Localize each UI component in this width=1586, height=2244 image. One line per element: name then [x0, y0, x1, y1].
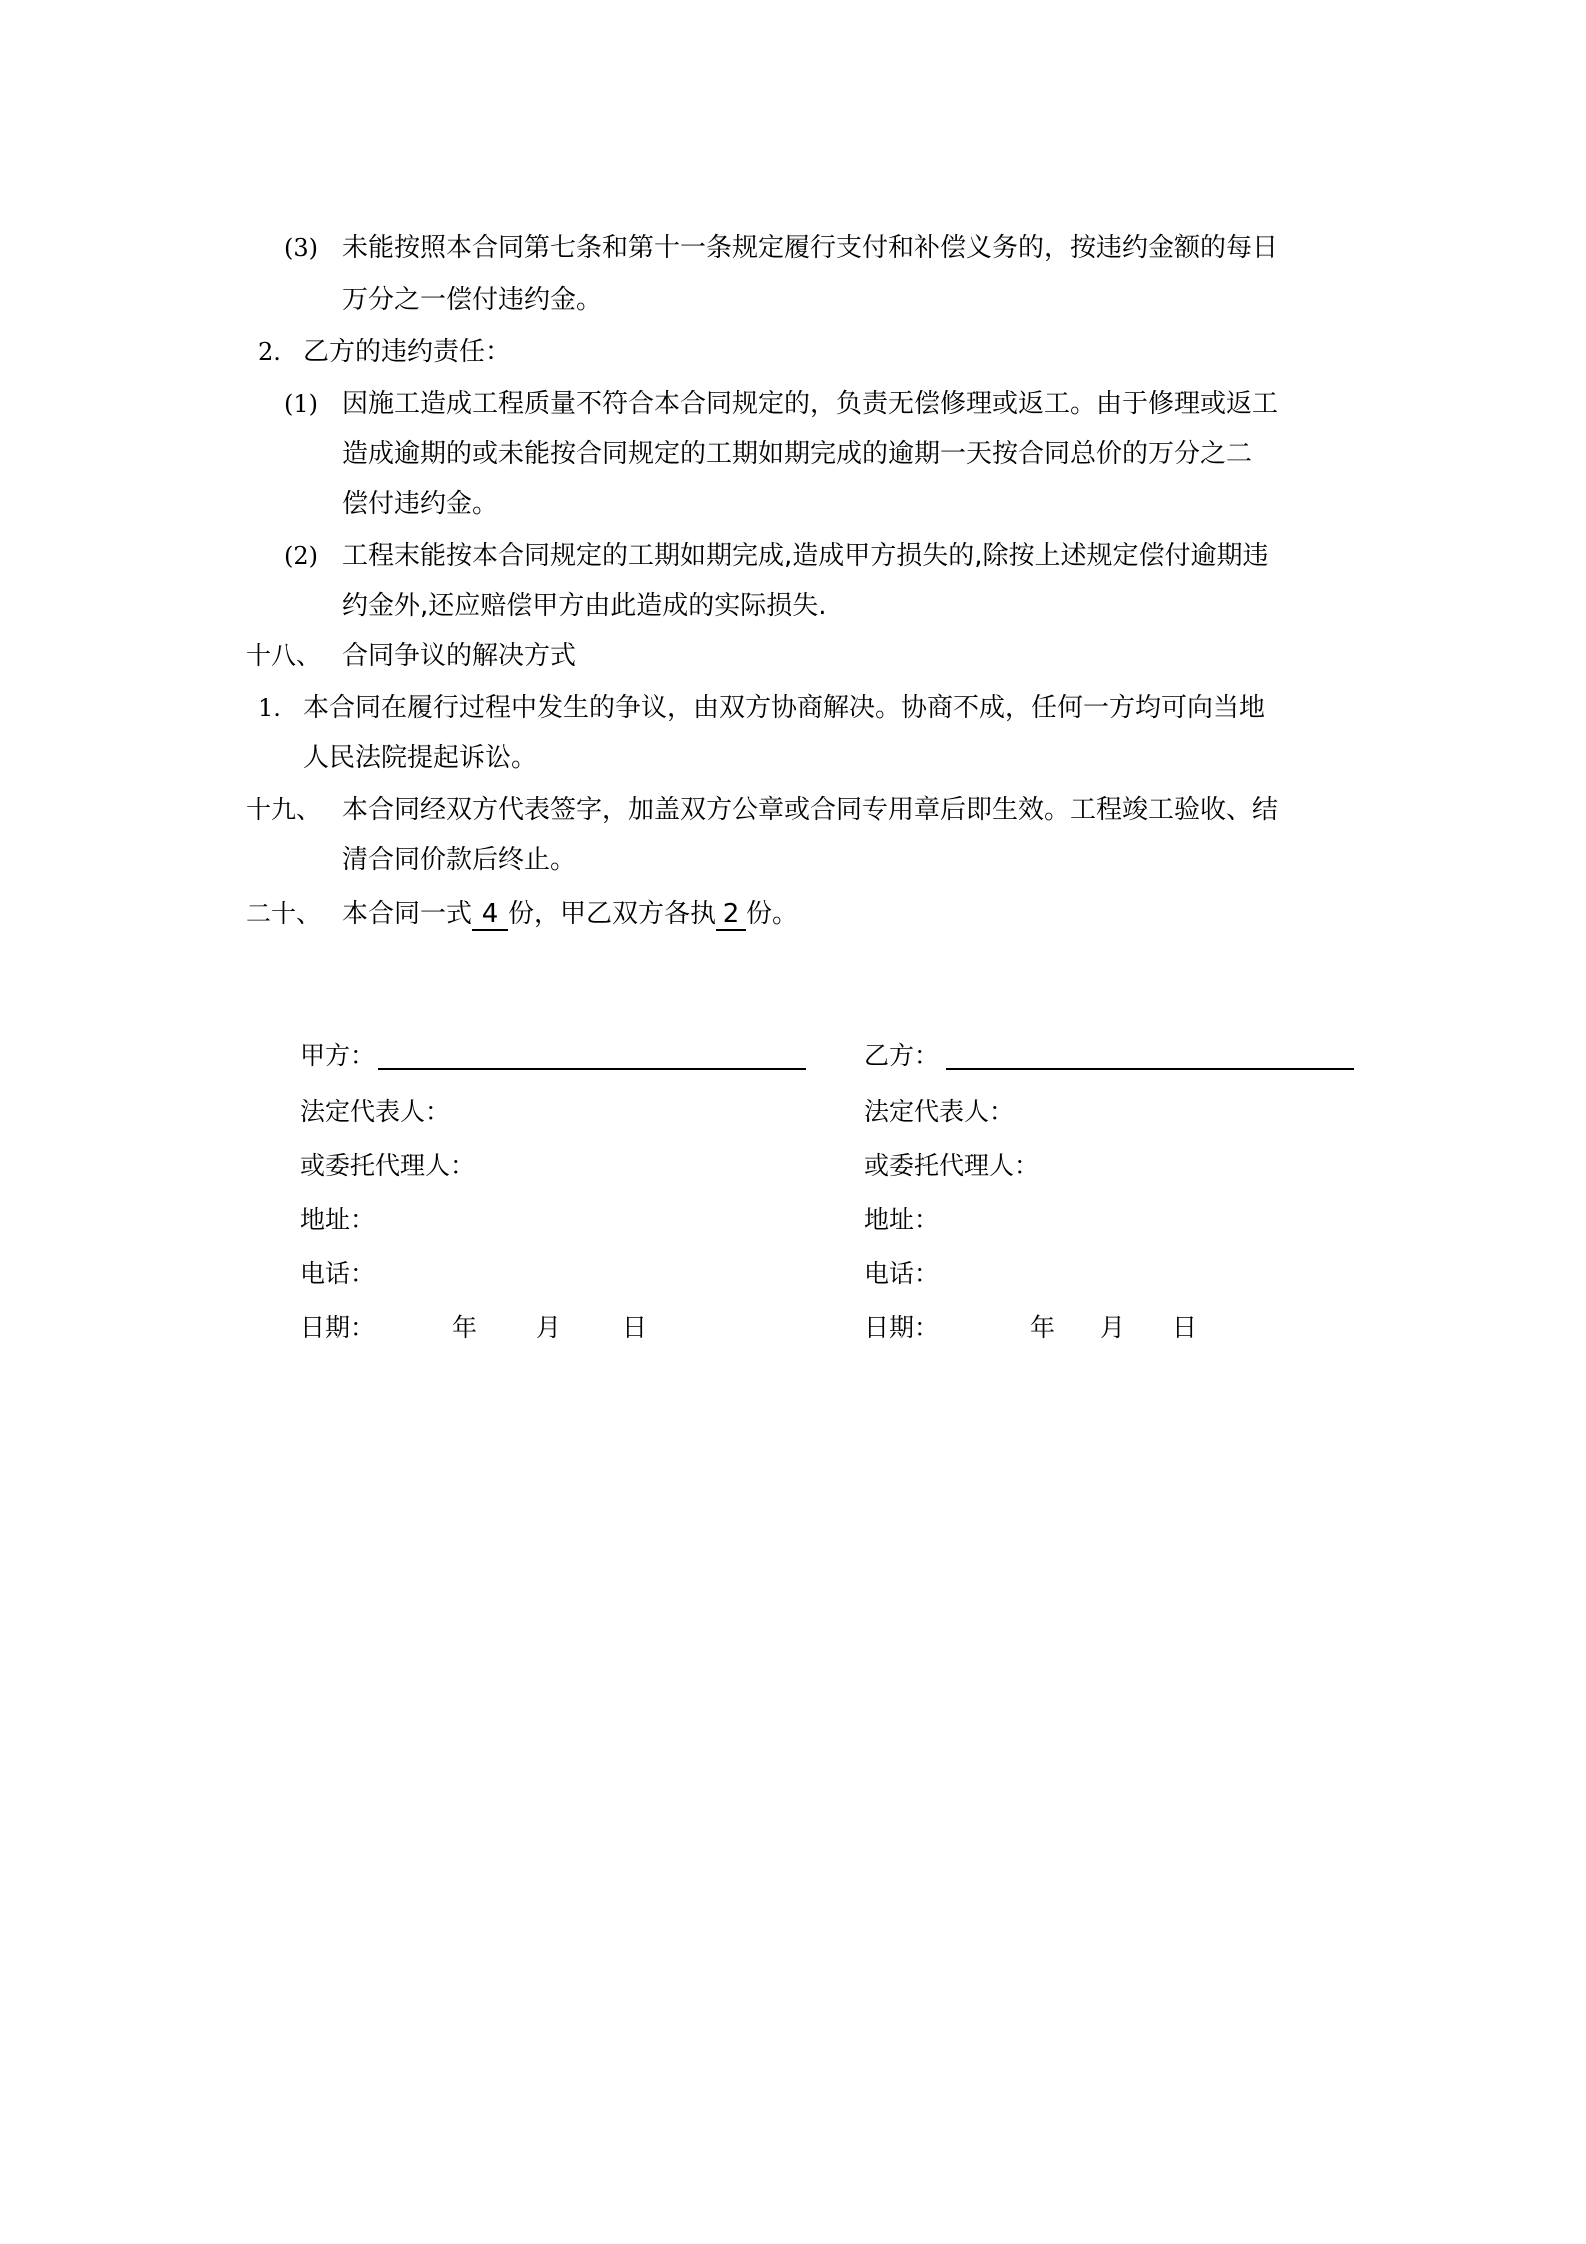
party-a-date-label: 日期：: [300, 1313, 376, 1342]
section-b2-title: 乙方的违约责任：: [303, 337, 512, 367]
item-b2-1-line2: 造成逾期的或未能按合同规定的工期如期完成的逾期一天按合同总价的万分之二: [342, 439, 1253, 469]
item-b2-2-line1: 工程末能按本合同规定的工期如期完成,造成甲方损失的,除按上述规定偿付逾期违: [342, 541, 1269, 571]
party-b-agent-label: 或委托代理人：: [864, 1151, 1040, 1180]
article-20-text: [342, 896, 798, 932]
article-18-item1-number: 1.: [258, 694, 281, 722]
article-18-item1-line1: 本合同在履行过程中发生的争议，由双方协商解决。协商不成，任何一方均可向当地: [303, 693, 1266, 723]
party-a-day-label: 日: [622, 1313, 648, 1342]
article-19-line2: 清合同价款后终止。: [342, 845, 577, 875]
item3-line1: 未能按照本合同第七条和第十一条规定履行支付和补偿义务的，按违约金额的每日: [342, 233, 1279, 263]
party-b-address-label: 地址：: [864, 1205, 940, 1234]
party-b-month-label: 月: [1100, 1313, 1126, 1342]
article-18-item1-line2: 人民法院提起诉讼。: [303, 743, 538, 773]
party-b-year-label: 年: [1030, 1313, 1056, 1342]
party-b-label: 乙方：: [864, 1041, 940, 1070]
party-a-agent-label: 或委托代理人：: [300, 1151, 476, 1180]
party-b-legal-rep-label: 法定代表人：: [864, 1097, 1015, 1126]
item-b2-1-line1: 因施工造成工程质量不符合本合同规定的，负责无偿修理或返工。由于修理或返工: [342, 389, 1279, 419]
section-b2-number: 2.: [258, 338, 281, 366]
copies-each-value: 2: [716, 899, 746, 931]
article-19-line1: 本合同经双方代表签字，加盖双方公章或合同专用章后即生效。工程竣工验收、结: [342, 795, 1279, 825]
item-b2-1-line3: 偿付违约金。: [342, 489, 499, 519]
copies-total-value: 4: [472, 899, 508, 931]
item3-number: (3): [284, 234, 318, 262]
article-20-number: 二十、: [246, 899, 322, 928]
party-a-phone-label: 电话：: [300, 1259, 376, 1288]
party-a-year-label: 年: [452, 1313, 478, 1342]
article-19-number: 十九、: [246, 795, 322, 824]
party-b-phone-label: 电话：: [864, 1259, 940, 1288]
article-20-text-a: 本合同一式: [342, 899, 473, 929]
article-20-text-b: 份，甲乙双方各执: [508, 899, 717, 929]
party-a-label: 甲方：: [300, 1041, 376, 1070]
item-b2-2-line2: 约金外,还应赔偿甲方由此造成的实际损失.: [342, 591, 827, 621]
party-a-address-label: 地址：: [300, 1205, 376, 1234]
party-a-legal-rep-label: 法定代表人：: [300, 1097, 451, 1126]
party-a-signature-line: [378, 1068, 806, 1070]
article-20-text-c: 份。: [746, 899, 799, 929]
item-b2-1-number: (1): [284, 390, 318, 418]
article-18-number: 十八、: [246, 641, 322, 670]
item-b2-2-number: (2): [284, 542, 318, 570]
party-b-day-label: 日: [1172, 1313, 1198, 1342]
party-b-signature-line: [946, 1068, 1354, 1070]
article-18-title: 合同争议的解决方式: [342, 641, 577, 671]
party-a-month-label: 月: [536, 1313, 562, 1342]
party-b-date-label: 日期：: [864, 1313, 940, 1342]
item3-line2: 万分之一偿付违约金。: [342, 285, 603, 315]
